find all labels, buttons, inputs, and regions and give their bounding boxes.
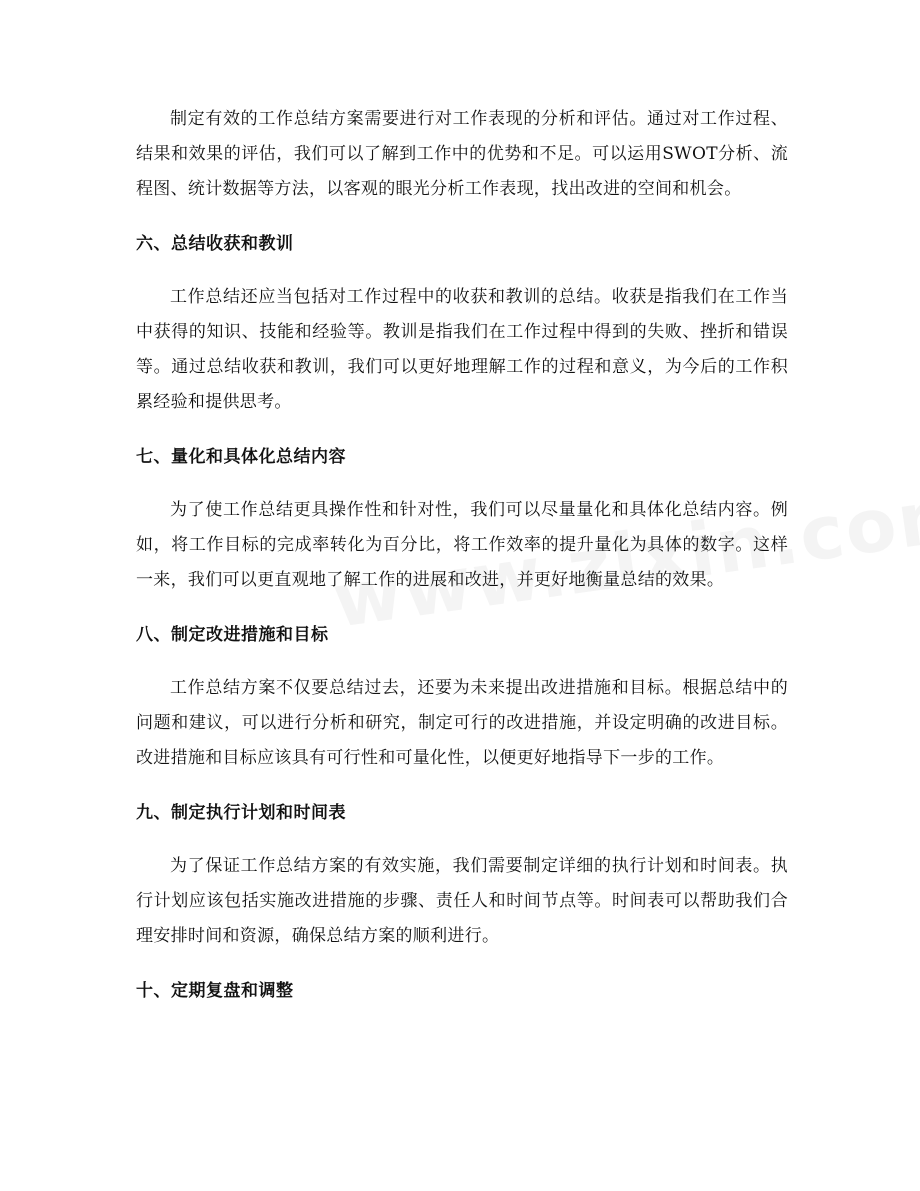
paragraph-gains-lessons: 工作总结还应当包括对工作过程中的收获和教训的总结。收获是指我们在工作当中获得的知识、技能和经验等。教训是指我们在工作过程中得到的失败、挫折和错误等。通过总结收获和教训，我们可以更好地理解工作的过程和意义，为今后的工作积累经验和提供思考。 [136, 287, 788, 412]
document-body [136, 102, 788, 1009]
paragraph-execution-plan: 为了保证工作总结方案的有效实施，我们需要制定详细的执行计划和时间表。执行计划应该包括实施改进措施的步骤、责任人和时间节点等。时间表可以帮助我们合理安排时间和资源，确保总结方案的顺利进行。 [136, 856, 788, 946]
paragraph-quantify: 为了使工作总结更具操作性和针对性，我们可以尽量量化和具体化总结内容。例如，将工作目标的完成率转化为百分比，将工作效率的提升量化为具体的数字。这样一来，我们可以更直观地了解工作的进展和改进，并更好地衡量总结的效果。 [136, 500, 788, 590]
heading-section-8: 八、制定改进措施和目标 [136, 625, 329, 645]
paragraph-work-analysis: 制定有效的工作总结方案需要进行对工作表现的分析和评估。通过对工作过程、结果和效果的评估，我们可以了解到工作中的优势和不足。可以运用SWOT分析、流程图、统计数据等方法，以客观的眼光分析工作表现，找出改进的空间和机会。 [136, 109, 788, 199]
heading-section-7: 七、量化和具体化总结内容 [136, 447, 346, 467]
paragraph-improvement: 工作总结方案不仅要总结过去，还要为未来提出改进措施和目标。根据总结中的问题和建议，可以进行分析和研究，制定可行的改进措施，并设定明确的改进目标。改进措施和目标应该具有可行性和可量化性，以便更好地指导下一步的工作。 [136, 678, 788, 768]
heading-section-10: 十、定期复盘和调整 [136, 981, 294, 1001]
heading-section-9: 九、制定执行计划和时间表 [136, 803, 346, 823]
heading-section-6: 六、总结收获和教训 [136, 234, 294, 254]
